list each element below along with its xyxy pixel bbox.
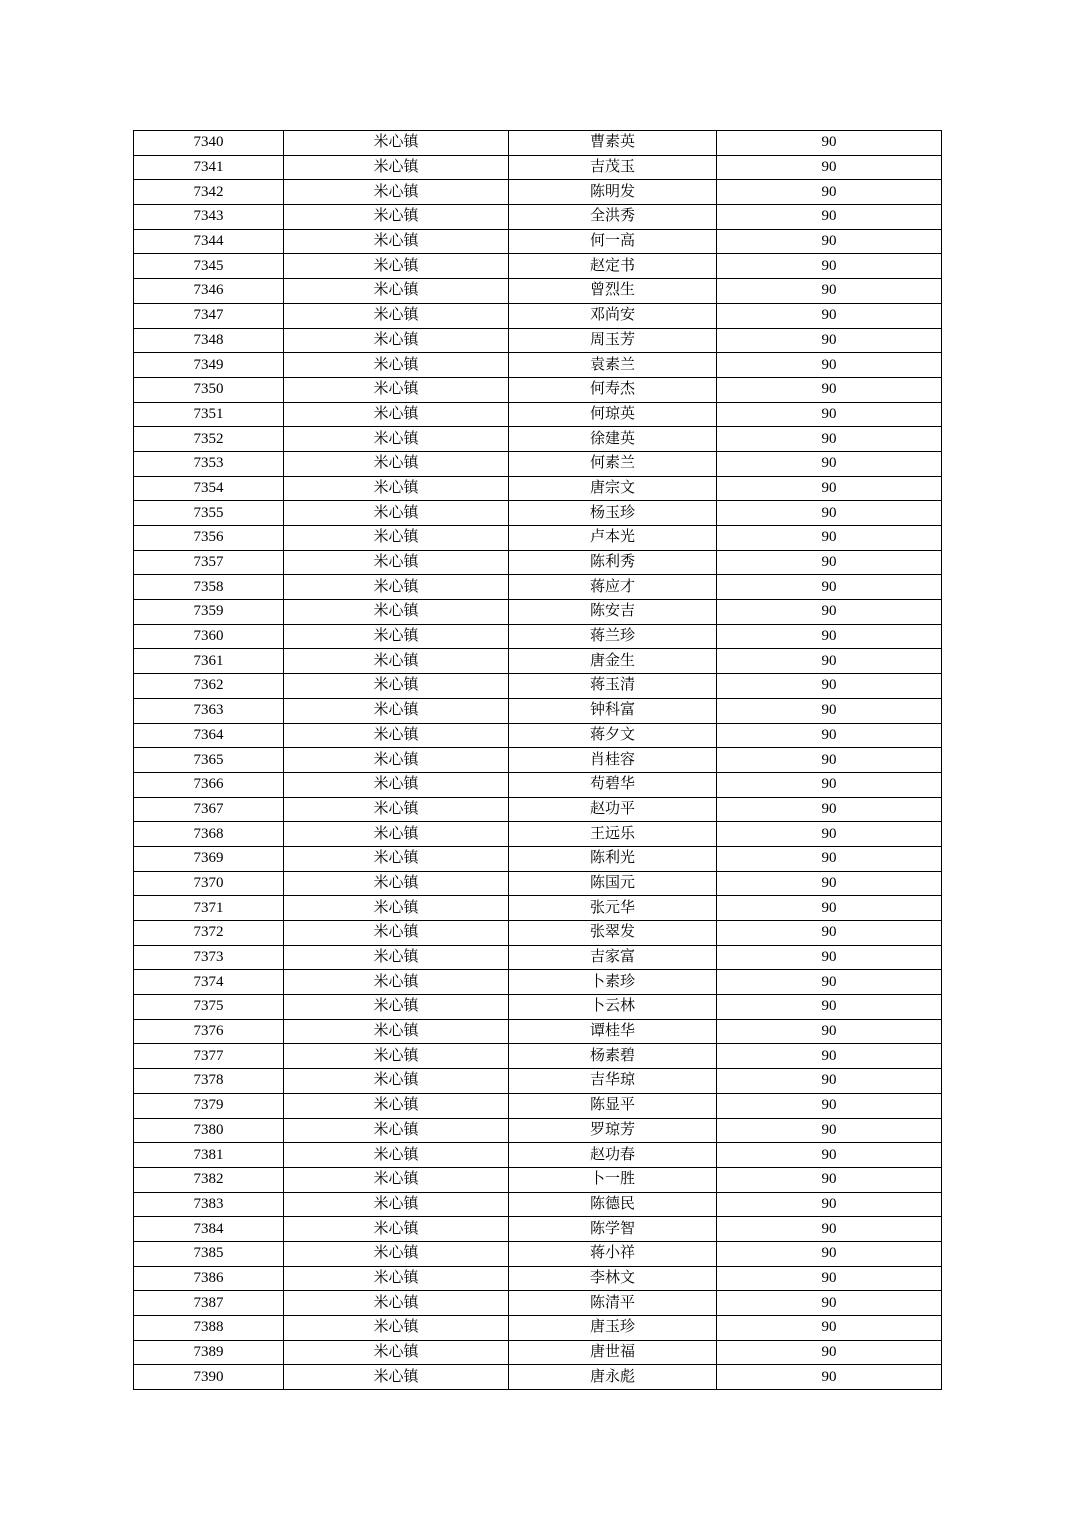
table-row bbox=[134, 649, 942, 674]
table-row bbox=[134, 1143, 942, 1168]
row-score: 90 bbox=[717, 896, 942, 921]
table-row bbox=[134, 205, 942, 230]
table-row bbox=[134, 921, 942, 946]
table-row bbox=[134, 674, 942, 699]
row-score: 90 bbox=[717, 131, 942, 156]
row-name: 邓尚安 bbox=[509, 303, 717, 328]
table-row bbox=[134, 476, 942, 501]
row-name: 王远乐 bbox=[509, 822, 717, 847]
row-name: 陈安吉 bbox=[509, 600, 717, 625]
row-town: 米心镇 bbox=[284, 624, 509, 649]
row-id: 7363 bbox=[134, 698, 284, 723]
row-score: 90 bbox=[717, 846, 942, 871]
row-town: 米心镇 bbox=[284, 1143, 509, 1168]
table-row bbox=[134, 945, 942, 970]
row-town: 米心镇 bbox=[284, 1291, 509, 1316]
row-town: 米心镇 bbox=[284, 402, 509, 427]
row-score: 90 bbox=[717, 575, 942, 600]
row-score: 90 bbox=[717, 427, 942, 452]
row-score: 90 bbox=[717, 155, 942, 180]
row-score: 90 bbox=[717, 1340, 942, 1365]
row-name: 何素兰 bbox=[509, 451, 717, 476]
row-id: 7384 bbox=[134, 1217, 284, 1242]
row-score: 90 bbox=[717, 476, 942, 501]
row-town: 米心镇 bbox=[284, 229, 509, 254]
row-town: 米心镇 bbox=[284, 180, 509, 205]
table-row bbox=[134, 131, 942, 156]
row-id: 7376 bbox=[134, 1019, 284, 1044]
row-score: 90 bbox=[717, 1266, 942, 1291]
table-row bbox=[134, 1019, 942, 1044]
table-row bbox=[134, 1266, 942, 1291]
row-score: 90 bbox=[717, 1365, 942, 1390]
row-score: 90 bbox=[717, 1291, 942, 1316]
row-id: 7386 bbox=[134, 1266, 284, 1291]
row-name: 卜素珍 bbox=[509, 970, 717, 995]
row-name: 卢本光 bbox=[509, 526, 717, 551]
row-id: 7365 bbox=[134, 748, 284, 773]
table-row bbox=[134, 451, 942, 476]
table-row bbox=[134, 155, 942, 180]
row-name: 陈学智 bbox=[509, 1217, 717, 1242]
row-score: 90 bbox=[717, 279, 942, 304]
row-name: 吉家富 bbox=[509, 945, 717, 970]
row-id: 7369 bbox=[134, 846, 284, 871]
table-row bbox=[134, 1044, 942, 1069]
row-town: 米心镇 bbox=[284, 822, 509, 847]
row-score: 90 bbox=[717, 674, 942, 699]
row-score: 90 bbox=[717, 1241, 942, 1266]
row-town: 米心镇 bbox=[284, 550, 509, 575]
row-id: 7383 bbox=[134, 1192, 284, 1217]
row-name: 唐世福 bbox=[509, 1340, 717, 1365]
row-id: 7353 bbox=[134, 451, 284, 476]
row-id: 7344 bbox=[134, 229, 284, 254]
row-name: 徐建英 bbox=[509, 427, 717, 452]
row-town: 米心镇 bbox=[284, 451, 509, 476]
table-row bbox=[134, 229, 942, 254]
row-id: 7342 bbox=[134, 180, 284, 205]
row-name: 张翠发 bbox=[509, 921, 717, 946]
row-id: 7381 bbox=[134, 1143, 284, 1168]
row-id: 7377 bbox=[134, 1044, 284, 1069]
row-id: 7348 bbox=[134, 328, 284, 353]
row-id: 7382 bbox=[134, 1167, 284, 1192]
row-town: 米心镇 bbox=[284, 476, 509, 501]
row-town: 米心镇 bbox=[284, 526, 509, 551]
row-id: 7373 bbox=[134, 945, 284, 970]
row-id: 7385 bbox=[134, 1241, 284, 1266]
row-id: 7372 bbox=[134, 921, 284, 946]
row-town: 米心镇 bbox=[284, 155, 509, 180]
row-id: 7387 bbox=[134, 1291, 284, 1316]
table-row bbox=[134, 353, 942, 378]
table-row bbox=[134, 1365, 942, 1390]
row-id: 7388 bbox=[134, 1316, 284, 1341]
table-row bbox=[134, 871, 942, 896]
row-score: 90 bbox=[717, 871, 942, 896]
row-score: 90 bbox=[717, 921, 942, 946]
row-score: 90 bbox=[717, 205, 942, 230]
row-score: 90 bbox=[717, 945, 942, 970]
table-row bbox=[134, 1241, 942, 1266]
row-name: 唐宗文 bbox=[509, 476, 717, 501]
table-row bbox=[134, 846, 942, 871]
row-town: 米心镇 bbox=[284, 501, 509, 526]
table-row bbox=[134, 377, 942, 402]
row-id: 7352 bbox=[134, 427, 284, 452]
table-row bbox=[134, 1192, 942, 1217]
row-town: 米心镇 bbox=[284, 205, 509, 230]
row-name: 赵功平 bbox=[509, 797, 717, 822]
row-score: 90 bbox=[717, 353, 942, 378]
row-id: 7380 bbox=[134, 1118, 284, 1143]
row-town: 米心镇 bbox=[284, 674, 509, 699]
row-name: 杨素碧 bbox=[509, 1044, 717, 1069]
table-row bbox=[134, 1093, 942, 1118]
row-id: 7340 bbox=[134, 131, 284, 156]
table-row bbox=[134, 600, 942, 625]
row-name: 肖桂容 bbox=[509, 748, 717, 773]
row-name: 李林文 bbox=[509, 1266, 717, 1291]
row-score: 90 bbox=[717, 1093, 942, 1118]
row-town: 米心镇 bbox=[284, 723, 509, 748]
row-score: 90 bbox=[717, 1316, 942, 1341]
table-row bbox=[134, 427, 942, 452]
table-row bbox=[134, 501, 942, 526]
row-name: 苟碧华 bbox=[509, 772, 717, 797]
row-name: 何琼英 bbox=[509, 402, 717, 427]
row-id: 7346 bbox=[134, 279, 284, 304]
row-name: 蒋玉清 bbox=[509, 674, 717, 699]
row-name: 陈清平 bbox=[509, 1291, 717, 1316]
row-name: 蒋小祥 bbox=[509, 1241, 717, 1266]
row-score: 90 bbox=[717, 1118, 942, 1143]
row-name: 蒋应才 bbox=[509, 575, 717, 600]
table-row bbox=[134, 328, 942, 353]
row-id: 7362 bbox=[134, 674, 284, 699]
row-id: 7364 bbox=[134, 723, 284, 748]
row-score: 90 bbox=[717, 303, 942, 328]
row-score: 90 bbox=[717, 550, 942, 575]
row-id: 7379 bbox=[134, 1093, 284, 1118]
row-id: 7341 bbox=[134, 155, 284, 180]
row-score: 90 bbox=[717, 1217, 942, 1242]
table-row bbox=[134, 1167, 942, 1192]
row-id: 7374 bbox=[134, 970, 284, 995]
row-name: 蒋兰珍 bbox=[509, 624, 717, 649]
table-row bbox=[134, 402, 942, 427]
row-score: 90 bbox=[717, 1167, 942, 1192]
row-town: 米心镇 bbox=[284, 1340, 509, 1365]
row-name: 谭桂华 bbox=[509, 1019, 717, 1044]
table-row bbox=[134, 797, 942, 822]
row-score: 90 bbox=[717, 526, 942, 551]
row-score: 90 bbox=[717, 822, 942, 847]
row-id: 7347 bbox=[134, 303, 284, 328]
row-id: 7390 bbox=[134, 1365, 284, 1390]
table-row bbox=[134, 698, 942, 723]
table-row bbox=[134, 970, 942, 995]
row-name: 陈显平 bbox=[509, 1093, 717, 1118]
row-town: 米心镇 bbox=[284, 1167, 509, 1192]
row-name: 钟科富 bbox=[509, 698, 717, 723]
row-town: 米心镇 bbox=[284, 871, 509, 896]
row-score: 90 bbox=[717, 723, 942, 748]
row-town: 米心镇 bbox=[284, 131, 509, 156]
table-row bbox=[134, 1340, 942, 1365]
row-id: 7360 bbox=[134, 624, 284, 649]
row-town: 米心镇 bbox=[284, 970, 509, 995]
row-score: 90 bbox=[717, 1143, 942, 1168]
row-name: 全洪秀 bbox=[509, 205, 717, 230]
table-row bbox=[134, 279, 942, 304]
row-town: 米心镇 bbox=[284, 921, 509, 946]
table-row bbox=[134, 896, 942, 921]
table-row bbox=[134, 180, 942, 205]
row-town: 米心镇 bbox=[284, 1217, 509, 1242]
row-name: 罗琼芳 bbox=[509, 1118, 717, 1143]
row-score: 90 bbox=[717, 624, 942, 649]
row-id: 7349 bbox=[134, 353, 284, 378]
table-row bbox=[134, 303, 942, 328]
table-row bbox=[134, 1217, 942, 1242]
table-row bbox=[134, 550, 942, 575]
row-town: 米心镇 bbox=[284, 254, 509, 279]
row-name: 陈利光 bbox=[509, 846, 717, 871]
row-id: 7355 bbox=[134, 501, 284, 526]
row-name: 陈国元 bbox=[509, 871, 717, 896]
row-town: 米心镇 bbox=[284, 1118, 509, 1143]
table-row bbox=[134, 526, 942, 551]
row-score: 90 bbox=[717, 698, 942, 723]
row-id: 7378 bbox=[134, 1069, 284, 1094]
row-score: 90 bbox=[717, 649, 942, 674]
row-id: 7375 bbox=[134, 995, 284, 1020]
row-name: 曹素英 bbox=[509, 131, 717, 156]
row-score: 90 bbox=[717, 501, 942, 526]
row-id: 7350 bbox=[134, 377, 284, 402]
table-row bbox=[134, 748, 942, 773]
row-id: 7370 bbox=[134, 871, 284, 896]
row-id: 7389 bbox=[134, 1340, 284, 1365]
row-id: 7366 bbox=[134, 772, 284, 797]
row-name: 赵功春 bbox=[509, 1143, 717, 1168]
row-score: 90 bbox=[717, 970, 942, 995]
row-score: 90 bbox=[717, 328, 942, 353]
row-name: 陈利秀 bbox=[509, 550, 717, 575]
row-id: 7371 bbox=[134, 896, 284, 921]
row-town: 米心镇 bbox=[284, 1266, 509, 1291]
row-town: 米心镇 bbox=[284, 748, 509, 773]
row-town: 米心镇 bbox=[284, 279, 509, 304]
row-name: 唐金生 bbox=[509, 649, 717, 674]
row-id: 7354 bbox=[134, 476, 284, 501]
row-town: 米心镇 bbox=[284, 1019, 509, 1044]
row-town: 米心镇 bbox=[284, 328, 509, 353]
row-town: 米心镇 bbox=[284, 600, 509, 625]
row-town: 米心镇 bbox=[284, 1192, 509, 1217]
table-row bbox=[134, 254, 942, 279]
row-name: 吉华琼 bbox=[509, 1069, 717, 1094]
row-id: 7356 bbox=[134, 526, 284, 551]
row-score: 90 bbox=[717, 1192, 942, 1217]
table-row bbox=[134, 1118, 942, 1143]
row-id: 7357 bbox=[134, 550, 284, 575]
row-name: 张元华 bbox=[509, 896, 717, 921]
row-score: 90 bbox=[717, 451, 942, 476]
row-score: 90 bbox=[717, 772, 942, 797]
row-town: 米心镇 bbox=[284, 698, 509, 723]
row-town: 米心镇 bbox=[284, 772, 509, 797]
row-id: 7351 bbox=[134, 402, 284, 427]
row-score: 90 bbox=[717, 600, 942, 625]
row-score: 90 bbox=[717, 254, 942, 279]
row-score: 90 bbox=[717, 1019, 942, 1044]
table-body bbox=[134, 131, 942, 1390]
table-row bbox=[134, 1291, 942, 1316]
row-town: 米心镇 bbox=[284, 1365, 509, 1390]
table-row bbox=[134, 822, 942, 847]
row-name: 陈明发 bbox=[509, 180, 717, 205]
row-name: 袁素兰 bbox=[509, 353, 717, 378]
row-score: 90 bbox=[717, 995, 942, 1020]
row-id: 7358 bbox=[134, 575, 284, 600]
row-town: 米心镇 bbox=[284, 1241, 509, 1266]
row-town: 米心镇 bbox=[284, 1069, 509, 1094]
table-row bbox=[134, 723, 942, 748]
row-score: 90 bbox=[717, 1069, 942, 1094]
row-town: 米心镇 bbox=[284, 649, 509, 674]
row-score: 90 bbox=[717, 1044, 942, 1069]
row-name: 蒋夕文 bbox=[509, 723, 717, 748]
row-score: 90 bbox=[717, 377, 942, 402]
row-town: 米心镇 bbox=[284, 945, 509, 970]
row-town: 米心镇 bbox=[284, 846, 509, 871]
row-town: 米心镇 bbox=[284, 353, 509, 378]
row-score: 90 bbox=[717, 229, 942, 254]
row-town: 米心镇 bbox=[284, 1316, 509, 1341]
row-id: 7367 bbox=[134, 797, 284, 822]
table-row bbox=[134, 1316, 942, 1341]
row-id: 7345 bbox=[134, 254, 284, 279]
row-name: 何一高 bbox=[509, 229, 717, 254]
table-row bbox=[134, 995, 942, 1020]
row-name: 唐永彪 bbox=[509, 1365, 717, 1390]
row-name: 何寿杰 bbox=[509, 377, 717, 402]
results-table bbox=[133, 130, 942, 1390]
row-town: 米心镇 bbox=[284, 575, 509, 600]
row-id: 7359 bbox=[134, 600, 284, 625]
row-id: 7343 bbox=[134, 205, 284, 230]
row-town: 米心镇 bbox=[284, 1044, 509, 1069]
row-name: 唐玉珍 bbox=[509, 1316, 717, 1341]
row-name: 赵定书 bbox=[509, 254, 717, 279]
row-score: 90 bbox=[717, 402, 942, 427]
row-name: 杨玉珍 bbox=[509, 501, 717, 526]
table-row bbox=[134, 575, 942, 600]
row-id: 7361 bbox=[134, 649, 284, 674]
row-name: 卜一胜 bbox=[509, 1167, 717, 1192]
row-name: 陈德民 bbox=[509, 1192, 717, 1217]
table-row bbox=[134, 624, 942, 649]
row-name: 卜云林 bbox=[509, 995, 717, 1020]
row-town: 米心镇 bbox=[284, 377, 509, 402]
row-town: 米心镇 bbox=[284, 427, 509, 452]
row-name: 曾烈生 bbox=[509, 279, 717, 304]
row-town: 米心镇 bbox=[284, 995, 509, 1020]
table-row bbox=[134, 1069, 942, 1094]
row-score: 90 bbox=[717, 797, 942, 822]
row-town: 米心镇 bbox=[284, 896, 509, 921]
row-name: 吉茂玉 bbox=[509, 155, 717, 180]
row-town: 米心镇 bbox=[284, 797, 509, 822]
row-town: 米心镇 bbox=[284, 303, 509, 328]
row-name: 周玉芳 bbox=[509, 328, 717, 353]
row-town: 米心镇 bbox=[284, 1093, 509, 1118]
row-score: 90 bbox=[717, 748, 942, 773]
row-id: 7368 bbox=[134, 822, 284, 847]
row-score: 90 bbox=[717, 180, 942, 205]
table-row bbox=[134, 772, 942, 797]
